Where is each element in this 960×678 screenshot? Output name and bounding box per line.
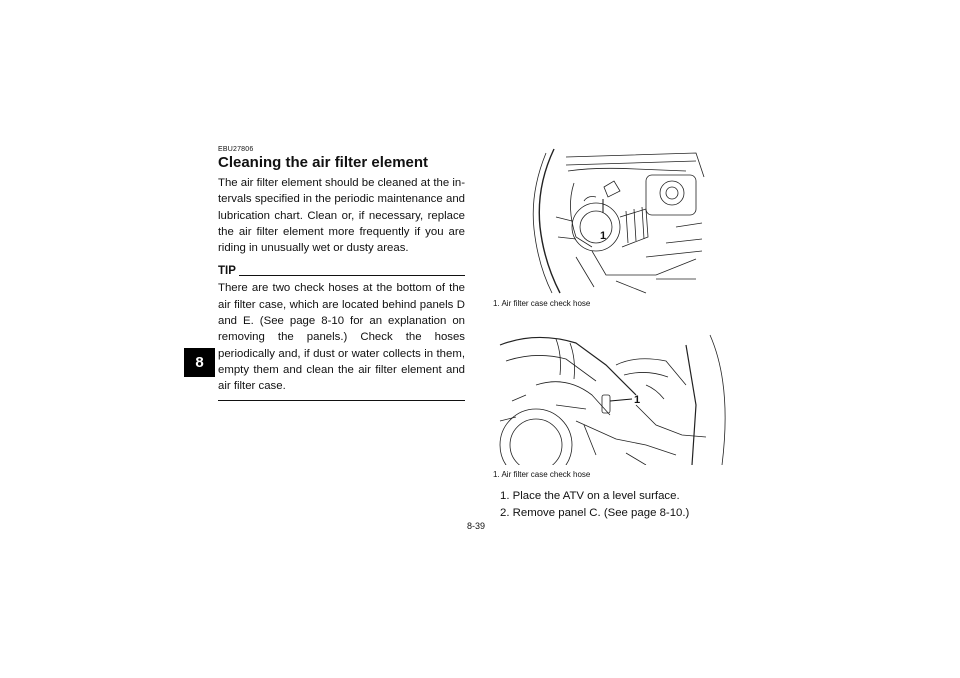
figure-2-caption: 1. Air filter case check hose xyxy=(493,470,591,479)
step-item: 2. Remove panel C. (See page 8-10.) xyxy=(500,506,690,519)
figure-2-callout: 1 xyxy=(634,394,641,406)
air-filter-hose-illustration-1 xyxy=(496,147,706,295)
procedure-steps xyxy=(500,488,689,521)
left-column xyxy=(218,146,465,401)
section-body: The air filter element should be cleaned at the in-tervals specified in the periodic maintenance and lubrication chart. Clean or, if necessary, replace the air filter element more frequently if you are riding in unusually wet or dusty areas. xyxy=(218,177,465,255)
section-title: Cleaning the air filter element xyxy=(218,154,429,171)
tip-rule xyxy=(239,275,465,276)
figure-1-callout: 1 xyxy=(600,230,607,242)
step-item: 1. Place the ATV on a level surface. xyxy=(500,490,680,502)
tip-text: There are two check hoses at the bottom of the air filter case, which are located behind panels D and E. (See page 8-10 for an explanation on removing the panels.) Check the hoses periodically and, if dust or water collects in them, empty them and clean the air filter element and air filter case. xyxy=(218,282,465,393)
figure-1-caption: 1. Air filter case check hose xyxy=(493,299,591,308)
page-number: 8-39 xyxy=(467,521,486,531)
tip-end-rule xyxy=(218,400,465,401)
tip-header xyxy=(218,265,465,278)
tip-label: TIP xyxy=(218,265,236,278)
section-code: EBU27806 xyxy=(218,146,254,153)
air-filter-hose-illustration-2 xyxy=(496,325,732,465)
chapter-tab: 8 xyxy=(184,348,215,377)
